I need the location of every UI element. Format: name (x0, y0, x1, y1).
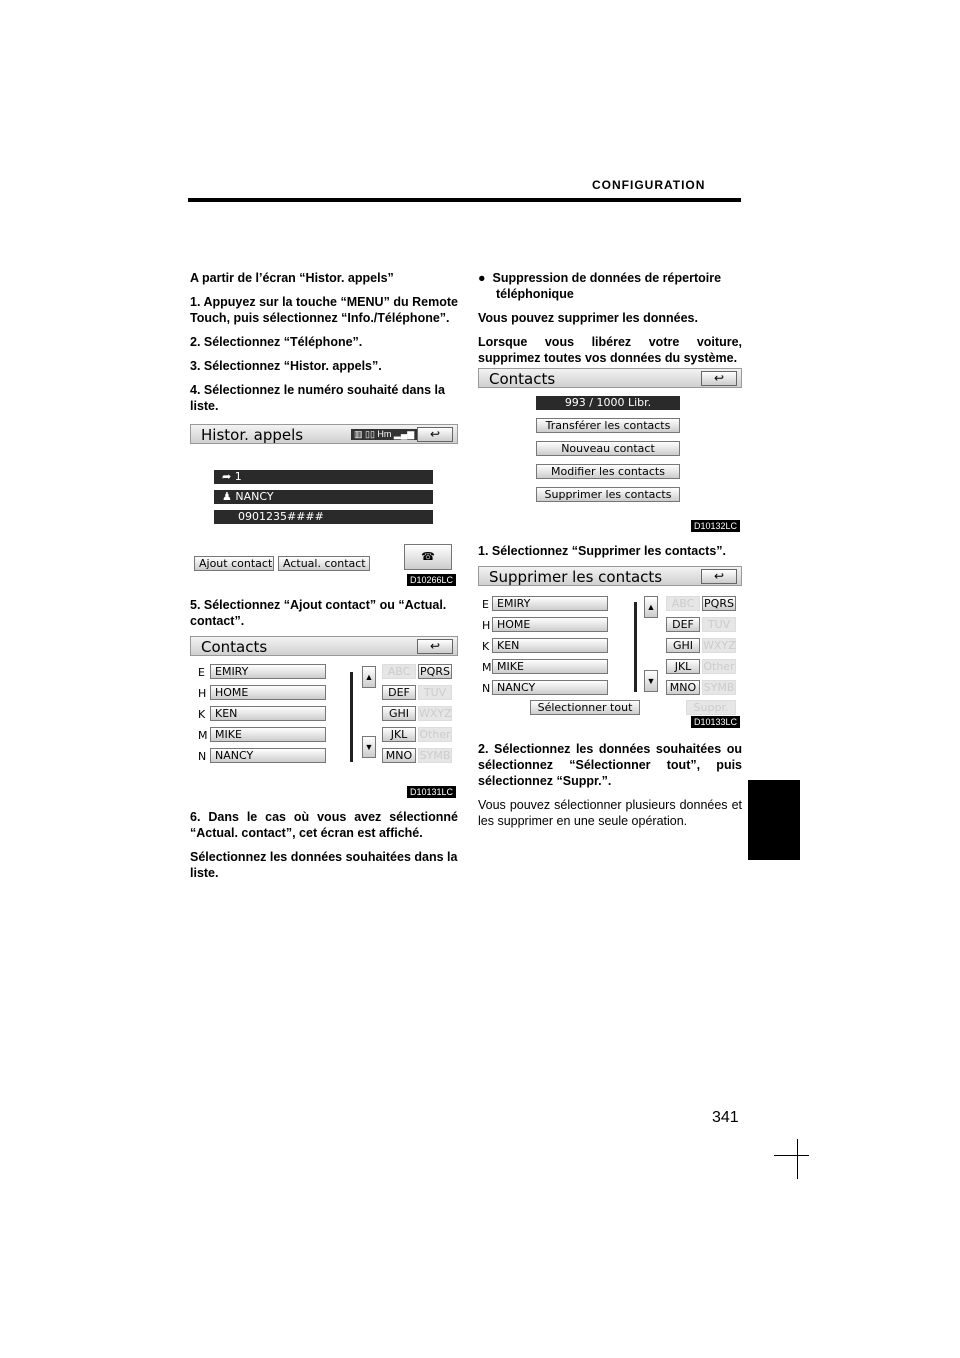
contact-item-home[interactable]: HOME (210, 685, 326, 700)
delete-note: Lorsque vous libérez votre voiture, supprimez toutes vos données du système. (478, 335, 742, 365)
key-wxyz[interactable]: WXYZ (703, 639, 736, 652)
step-3: 3. Sélectionnez “Histor. appels”. (190, 359, 382, 373)
index-letter: K (198, 708, 206, 721)
key-symb[interactable]: SYMB (419, 749, 451, 762)
new-contact-button[interactable]: Nouveau contact (536, 441, 680, 456)
key-pqrs[interactable]: PQRS (418, 664, 452, 679)
title-bar (190, 424, 458, 444)
index-letter: N (198, 750, 207, 763)
index-letter: M (482, 661, 492, 674)
screen-title: Histor. appels (201, 426, 304, 444)
back-button[interactable]: ↩ (701, 371, 737, 386)
status-icons: ▥ ▯▯ Hm ▂▄▆ (351, 429, 417, 440)
key-def[interactable]: DEF (666, 617, 700, 632)
back-button[interactable]: ↩ (701, 569, 737, 584)
index-letter: H (482, 619, 491, 632)
section-header: CONFIGURATION (592, 178, 706, 192)
right-column-bottom (478, 741, 742, 837)
call-count-row[interactable]: ➦ 1 (214, 470, 433, 484)
contact-item-ken[interactable]: KEN (492, 638, 608, 653)
step-2: 2. Sélectionnez “Téléphone”. (190, 335, 363, 349)
contact-item-nancy[interactable]: NANCY (492, 680, 608, 695)
bullet-icon: ● (478, 271, 493, 285)
key-tuv[interactable]: TUV (418, 685, 452, 700)
delete-contacts-screen (478, 566, 742, 730)
key-other[interactable]: Other (419, 728, 451, 741)
index-letter: E (198, 666, 205, 679)
histor-appels-screen (190, 424, 458, 586)
step-6: 6. Dans le cas où vous avez sélectionné “Actual. contact”, cet écran est affiché. (190, 810, 458, 840)
edit-contacts-button[interactable]: Modifier les contacts (536, 464, 680, 479)
key-pqrs[interactable]: PQRS (702, 596, 736, 611)
screen-title: Supprimer les contacts (489, 568, 663, 586)
delete-heading-text: Suppression de données de répertoire téléphonique (492, 271, 722, 301)
step-2-delete: 2. Sélectionnez les données souhaitées ou sélectionnez “Sélectionner tout”, puis sélectionnez “Suppr.”. (478, 742, 742, 788)
title-bar (478, 368, 742, 388)
chapter-tab (748, 780, 800, 860)
crop-mark (797, 1155, 809, 1156)
left-column-bottom (190, 809, 458, 889)
figure-code: D10131LC (407, 786, 456, 798)
scrollbar[interactable] (634, 602, 637, 692)
delete-heading (478, 270, 742, 302)
caller-name: NANCY (235, 490, 274, 503)
contacts-menu-screen (478, 368, 742, 532)
contact-item-emiry[interactable]: EMIRY (492, 596, 608, 611)
screen-title: Contacts (201, 638, 268, 656)
step-5: 5. Sélectionnez “Ajout contact” ou “Actual. contact”. (190, 598, 447, 628)
contact-item-home[interactable]: HOME (492, 617, 608, 632)
left-column-top (190, 270, 458, 422)
page-number: 341 (712, 1109, 739, 1126)
scroll-down-icon[interactable]: ▼ (362, 736, 376, 758)
back-button[interactable]: ↩ (417, 427, 453, 442)
key-mno[interactable]: MNO (666, 680, 700, 695)
phone-icon[interactable]: ☎ (404, 544, 452, 570)
contact-item-nancy[interactable]: NANCY (210, 748, 326, 763)
key-abc[interactable]: ABC (666, 596, 700, 611)
figure-code: D10266LC (407, 574, 456, 586)
figure-code: D10132LC (691, 520, 740, 532)
key-ghi[interactable]: GHI (382, 706, 416, 721)
scroll-up-icon[interactable]: ▲ (362, 666, 376, 688)
crop-mark (797, 1139, 798, 1179)
contact-item-emiry[interactable]: EMIRY (210, 664, 326, 679)
left-intro: A partir de l’écran “Histor. appels” (190, 271, 394, 285)
key-other[interactable]: Other (703, 660, 735, 673)
index-letter: K (482, 640, 490, 653)
scroll-up-icon[interactable]: ▲ (644, 596, 658, 618)
index-letter: M (198, 729, 208, 742)
call-count: 1 (234, 470, 242, 483)
caller-number-row[interactable] (214, 510, 433, 524)
key-abc[interactable]: ABC (382, 664, 416, 679)
contacts-list-screen (190, 636, 458, 798)
step-6-instruction: Sélectionnez les données souhaitées dans la liste. (190, 850, 458, 880)
key-jkl[interactable]: JKL (666, 659, 700, 674)
key-tuv[interactable]: TUV (702, 617, 736, 632)
key-symb[interactable]: SYMB (703, 681, 735, 694)
title-bar (190, 636, 458, 656)
delete-tip: Vous pouvez sélectionner plusieurs données et les supprimer en une seule opération. (478, 798, 742, 828)
scrollbar[interactable] (350, 672, 353, 762)
free-memory: 993 / 1000 Libr. (536, 396, 680, 410)
key-jkl[interactable]: JKL (382, 727, 416, 742)
key-mno[interactable]: MNO (382, 748, 416, 763)
scroll-down-icon[interactable]: ▼ (644, 670, 658, 692)
step-4: 4. Sélectionnez le numéro souhaité dans la liste. (190, 383, 445, 413)
contact-item-mike[interactable]: MIKE (492, 659, 608, 674)
select-all-button[interactable]: Sélectionner tout (530, 700, 640, 715)
delete-contacts-button[interactable]: Supprimer les contacts (536, 487, 680, 502)
caller-name-row[interactable]: ♟ NANCY (214, 490, 433, 504)
figure-code: D10133LC (691, 716, 740, 728)
title-bar (478, 566, 742, 586)
header-rule (188, 198, 741, 202)
step-1-delete: 1. Sélectionnez “Supprimer les contacts”. (478, 544, 726, 558)
key-def[interactable]: DEF (382, 685, 416, 700)
index-letter: H (198, 687, 207, 700)
index-letter: N (482, 682, 491, 695)
step-1: 1. Appuyez sur la touche “MENU” du Remote Touch, puis sélectionnez “Info./Téléphone”. (190, 295, 458, 325)
crop-mark (774, 1155, 798, 1156)
contact-item-mike[interactable]: MIKE (210, 727, 326, 742)
index-letter: E (482, 598, 489, 611)
screen-title: Contacts (489, 370, 556, 388)
right-column-top (478, 270, 742, 374)
add-contact-button[interactable]: Ajout contact (194, 556, 274, 571)
delete-button[interactable]: Suppr. (686, 700, 736, 715)
back-button[interactable]: ↩ (417, 639, 453, 654)
delete-intro: Vous pouvez supprimer les données. (478, 311, 698, 325)
key-wxyz[interactable]: WXYZ (419, 707, 452, 720)
transfer-contacts-button[interactable]: Transférer les contacts (536, 418, 680, 433)
contact-item-ken[interactable]: KEN (210, 706, 326, 721)
update-contact-button[interactable]: Actual. contact (278, 556, 370, 571)
caller-number: 0901235#### (238, 510, 324, 523)
key-ghi[interactable]: GHI (666, 638, 700, 653)
